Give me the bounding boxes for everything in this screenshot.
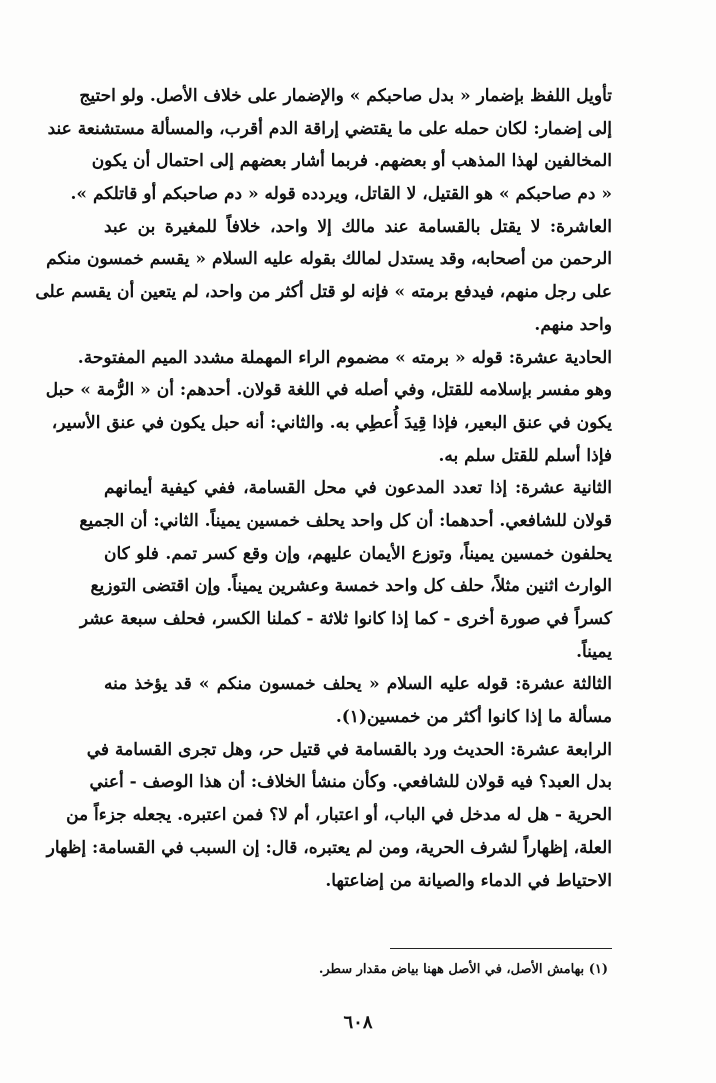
- text-line: الرابعة عشرة: الحديث ورد بالقسامة في قتيل حر، وهل تجرى القسامة في: [86, 739, 612, 760]
- text-line: العلة، إظهاراً لشرف الحرية، ومن لم يعتبره، قال: إن السبب في القسامة: إظهار: [46, 837, 612, 858]
- text-line: الثانية عشرة: إذا تعدد المدعون في محل القسامة، ففي كيفية أيمانهم: [104, 478, 612, 499]
- text-line: كسراً في صورة أخرى - كما إذا كانوا ثلاثة - كملنا الكسر، فحلف سبعة عشر: [79, 609, 612, 629]
- text-line: مسألة ما إذا كانوا أكثر من خمسين(١).: [335, 707, 612, 728]
- text-line: بدل العبد؟ فيه قولان للشافعي. وكأن منشأ الخلاف: أن هذا الوصف - أعني: [89, 772, 612, 793]
- text-line: واحد منهم.: [534, 314, 612, 335]
- text-line: إلى إضمار: لكان حمله على ما يقتضي إراقة الدم أقرب، والمسألة مستشنعة عند: [47, 118, 612, 139]
- text-line: تأويل اللفظ بإضمار « بدل صاحبكم » والإضمار على خلاف الأصل. ولو احتيج: [79, 86, 612, 106]
- text-line: على رجل منهم، فيدفع برمته » فإنه لو قتل أكثر من واحد، لم يتعين أن يقسم على: [35, 282, 612, 303]
- text-line: فإذا أسلم للقتل سلم به.: [438, 445, 612, 466]
- page-number: ٦٠٨: [343, 1012, 373, 1033]
- text-line: الرحمن من أصحابه، وقد يستدل لمالك بقوله عليه السلام « يقسم خمسون منكم: [46, 249, 612, 270]
- text-line: قولان للشافعي. أحدهما: أن كل واحد يحلف خمسين يميناً. الثاني: أن الجميع: [79, 510, 612, 531]
- text-line: يكون في عنق البعير، فإذا قِيدَ أُعطِي به. والثاني: أنه حبل يكون في عنق الأسير،: [51, 412, 612, 433]
- text-line: الحادية عشرة: قوله « برمته » مضموم الراء المهملة مشدد الميم المفتوحة.: [77, 347, 612, 368]
- text-line: وهو مفسر بإسلامه للقتل، وفي أصله في اللغة قولان. أحدهم: أن « الرُّمة » حبل: [45, 380, 612, 401]
- text-line: الثالثة عشرة: قوله عليه السلام « يحلف خمسون منكم » قد يؤخذ منه: [104, 674, 612, 695]
- text-line: المخالفين لهذا المذهب أو بعضهم. فربما أشار بعضهم إلى احتمال أن يكون: [91, 151, 612, 172]
- footnote-divider: [390, 948, 612, 949]
- text-line: يحلفون خمسين يميناً، وتوزع الأيمان عليهم، وإن وقع كسر تمم. فلو كان: [104, 543, 612, 564]
- text-line: يميناً.: [576, 641, 612, 662]
- text-line: الوارث اثنين مثلاً، حلف كل واحد خمسة وعشرين يميناً. وإن اقتضى التوزيع: [90, 576, 612, 597]
- text-line: الحرية - هل له مدخل في الباب، أو اعتبار، أم لا؟ فمن اعتبره. يجعله جزءاً من: [66, 805, 612, 826]
- footnote: (١) بهامش الأصل، في الأصل ههنا بياض مقدار سطر.: [318, 962, 608, 977]
- main-text: [35, 80, 612, 897]
- text-line: العاشرة: لا يقتل بالقسامة عند مالك إلا واحد، خلافاً للمغيرة بن عبد: [104, 216, 612, 237]
- text-line: « دم صاحبكم » هو القتيل، لا القاتل، ويردده قوله « دم صاحبكم أو قاتلكم ».: [70, 184, 612, 205]
- text-line: الاحتياط في الدماء والصيانة من إضاعتها.: [325, 870, 612, 891]
